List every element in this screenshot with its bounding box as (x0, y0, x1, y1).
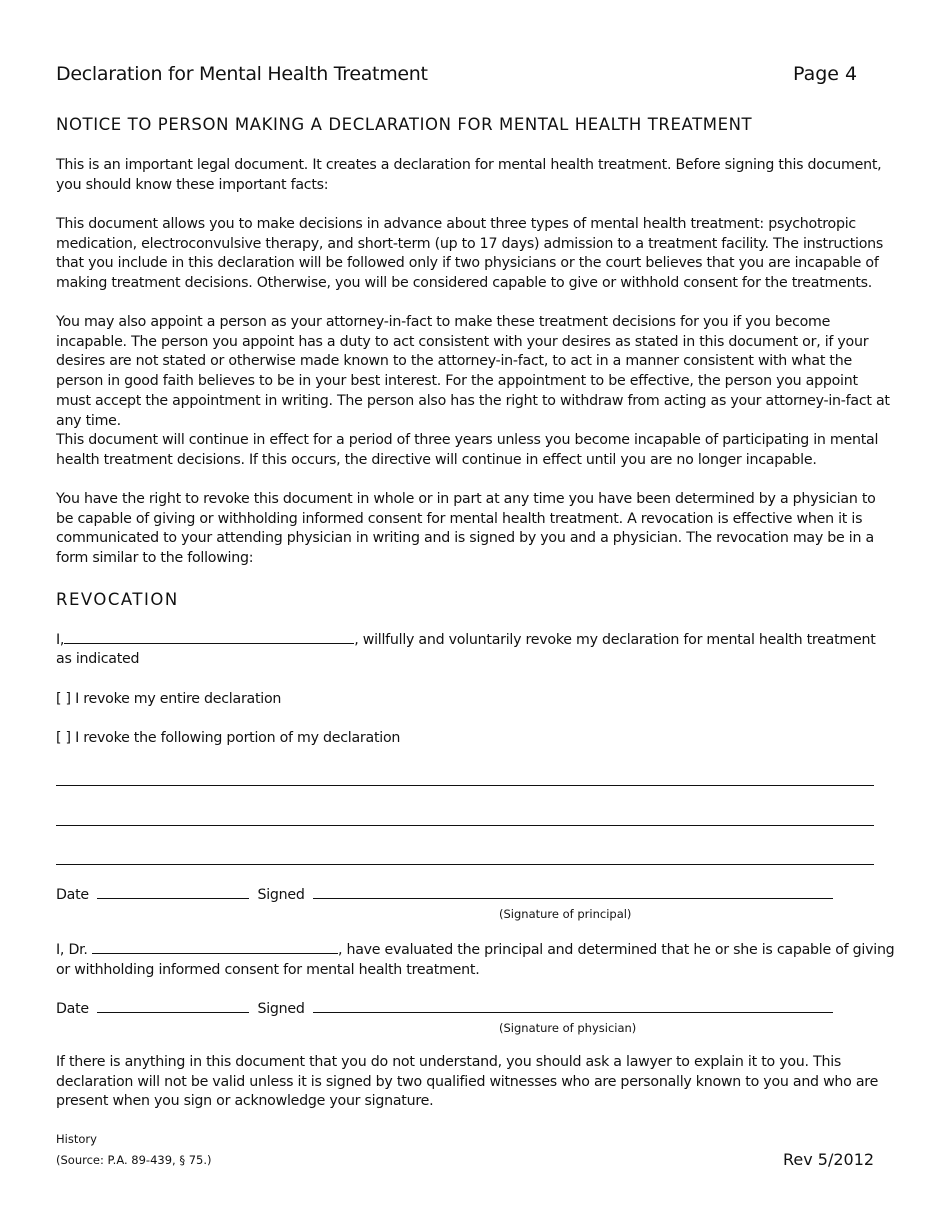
revoke-portion-option[interactable]: [ ] I revoke the following portion of my declaration (56, 730, 401, 746)
document-title: Declaration for Mental Health Treatment (56, 63, 428, 85)
principal-signature-field[interactable] (313, 897, 833, 899)
revocation-heading: REVOCATION (56, 590, 179, 609)
portion-line-3[interactable] (56, 864, 874, 865)
portion-line-2[interactable] (56, 825, 874, 826)
physician-date-field[interactable] (97, 1011, 249, 1013)
revoke-rights-paragraph: You have the right to revoke this document in whole or in part at any time you have been determined by a physician to be capable of giving or withholding informed consent for mental health treatment. A revocation is effective when it is communicated to your attending physician in writing and is signed by you and a physician. The revocation may be in a form similar to the following: (56, 491, 876, 567)
revocation-as-indicated: as indicated (56, 651, 140, 667)
physician-statement-continued: or withholding informed consent for mental health treatment. (56, 962, 480, 978)
signature-physician-caption: (Signature of physician) (499, 1021, 637, 1035)
date-label: Date (56, 1001, 89, 1017)
revoke-entire-option[interactable]: [ ] I revoke my entire declaration (56, 691, 282, 707)
dr-suffix: , have evaluated the principal and determined that he or she is capable of giving (337, 942, 895, 958)
revocation-i-suffix: , willfully and voluntarily revoke my declaration for mental health treatment (354, 632, 876, 648)
principal-date-field[interactable] (97, 897, 249, 899)
signature-principal-caption: (Signature of principal) (499, 907, 632, 921)
page-number: Page 4 (793, 63, 858, 85)
physician-date-sign-row (56, 1001, 833, 1017)
intro-paragraph: This is an important legal document. It creates a declaration for mental health treatment. Before signing this document, you should know these important facts: (56, 157, 882, 193)
revocation-name-line (56, 632, 876, 648)
revision-date: Rev 5/2012 (783, 1150, 875, 1169)
physician-name-line (56, 942, 894, 958)
signed-label: Signed (257, 887, 305, 903)
principal-name-field[interactable] (64, 642, 354, 644)
physician-signature-field[interactable] (313, 1011, 833, 1013)
principal-date-sign-row (56, 887, 833, 903)
portion-line-1[interactable] (56, 785, 874, 786)
physician-name-field[interactable] (92, 952, 338, 954)
dr-prefix: I, Dr. (56, 942, 88, 958)
source-citation: (Source: P.A. 89-439, § 75.) (56, 1153, 212, 1167)
history-label: History (56, 1132, 97, 1146)
closing-paragraph: If there is anything in this document that you do not understand, you should ask a lawyer to explain it to you. This declaration will not be valid unless it is signed by two qualified witnesses who are personally known to you and who are present when you sign or acknowledge your signature. (56, 1054, 879, 1110)
attorney-paragraph: You may also appoint a person as your attorney-in-fact to make these treatment decisions for you if you become incapable. The person you appoint has a duty to act consistent with your desires as stated in this document or, if your desires are not stated or otherwise made known to the attorney-in-fact, to act in a manner consistent with what the person in good faith believes to be in your best interest. For the appointment to be effective, the person you appoint must accept the appointment in writing. The person also has the right to withdraw from acting as your attorney-in-fact at any time. (56, 314, 890, 429)
notice-heading: NOTICE TO PERSON MAKING A DECLARATION FOR MENTAL HEALTH TREATMENT (56, 115, 753, 134)
duration-paragraph: This document will continue in effect for a period of three years unless you become incapable of participating in mental health treatment decisions. If this occurs, the directive will continue in effect until you are no longer incapable. (56, 432, 879, 468)
date-label: Date (56, 887, 89, 903)
revocation-i-prefix: I, (56, 632, 65, 648)
treatment-types-paragraph: This document allows you to make decisions in advance about three types of mental health treatment: psychotropic medication, electroconvulsive therapy, and short-term (up to 17 days) admission to a treatment facility. The instructions that you include in this declaration will be followed only if two physicians or the court believes that you are incapable of making treatment decisions. Otherwise, you will be considered capable to give or withhold consent for the treatments. (56, 216, 884, 292)
signed-label: Signed (257, 1001, 305, 1017)
